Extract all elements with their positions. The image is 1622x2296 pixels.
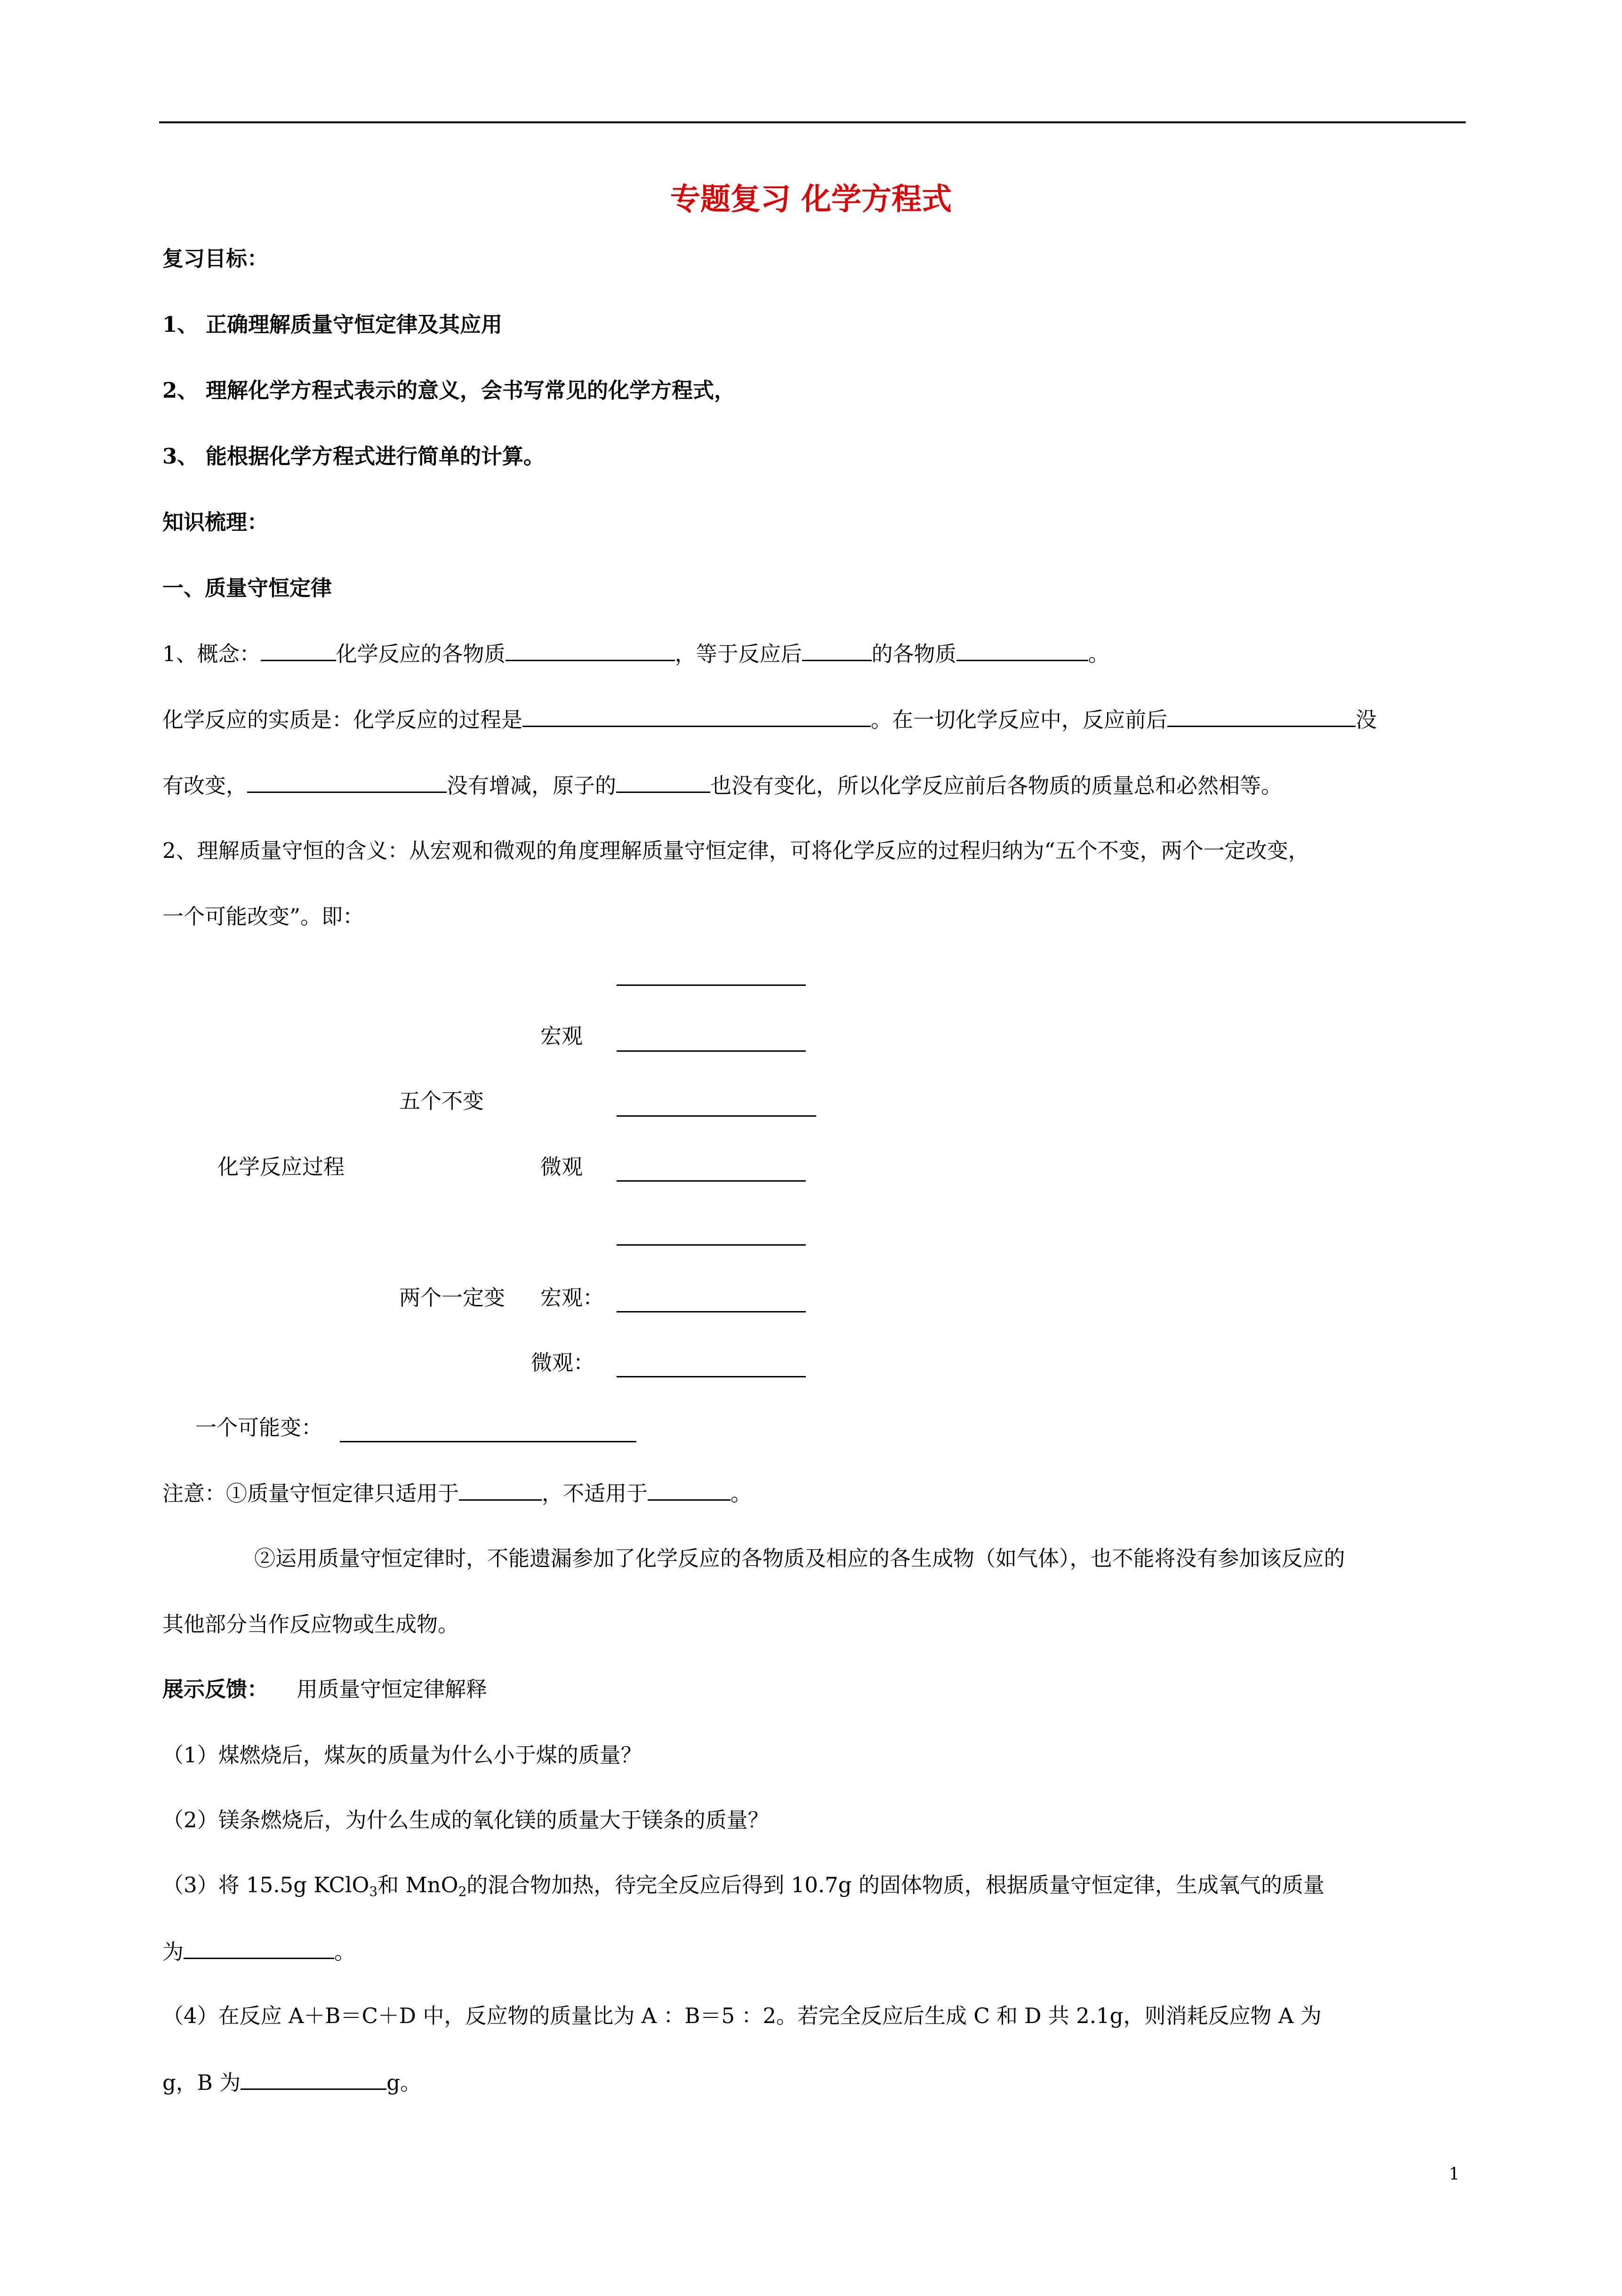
blank [802,639,872,661]
note-text-2: ，不适用于 [542,1481,648,1506]
essence-text-3: 没 [1356,707,1377,732]
goal-item-3: 3、 能根据化学方程式进行简单的计算。 [162,444,545,469]
question-4-line-2 [162,2068,421,2097]
essence-text-4: 有改变， [162,773,248,798]
blank [247,771,447,793]
concept-text-2: 化学反应的各物质 [336,641,506,666]
blank [617,1244,806,1246]
goal-item-2: 2、 理解化学方程式表示的意义，会书写常见的化学方程式， [162,378,735,403]
q3-subscript-1: 3 [369,1884,378,1899]
diagram-root: 化学反应过程 [217,1154,345,1179]
blank [617,1050,806,1052]
q3-text-c: 的混合物加热，待完全反应后得到 10.7g 的固体物质，根据质量守恒定律，生成氧气的质量 [466,1872,1325,1897]
diagram-two-change: 两个一定变 [399,1285,506,1310]
blank [459,1479,542,1501]
q3-text-b: 和 MnO [377,1872,458,1897]
blank [956,639,1088,661]
essence-text-1: 化学反应的实质是：化学反应的过程是 [162,707,523,732]
q3-text-e: 。 [334,1939,356,1964]
goal-item-1: 1、 正确理解质量守恒定律及其应用 [162,312,502,337]
concept-text-5: 。 [1088,641,1109,666]
page-title: 专题复习 化学方程式 [670,182,952,217]
essence-text-2: 。在一切化学反应中，反应前后 [871,707,1168,732]
blank [522,705,871,727]
feedback-heading: 展示反馈： [162,1677,269,1702]
essence-text-6: 也没有变化，所以化学反应前后各物质的质量总和必然相等。 [710,773,1283,798]
feedback-subheading: 用质量守恒定律解释 [297,1677,488,1702]
note-text-3: 。 [731,1481,752,1506]
section1-heading: 一、质量守恒定律 [162,576,332,600]
concept-text-1: 1、概念： [162,641,261,666]
blank [617,1376,806,1377]
concept-text-4: 的各物质 [871,641,956,666]
question-3-line-2 [162,1937,355,1966]
diagram-micro: 微观 [540,1154,583,1179]
question-3-line-1 [162,1871,1325,1906]
essence-line-2 [162,771,1282,800]
essence-line-1 [162,705,1377,734]
feedback-heading-line [162,1675,487,1704]
blank [241,2068,386,2090]
q3-text-a: （3）将 15.5g KClO [162,1872,369,1897]
diagram-micro-colon: 微观： [531,1350,595,1375]
note-2-line-1: ②运用质量守恒定律时，不能遗漏参加了化学反应的各物质及相应的各生成物（如气体），也不能将没有参加该反应的 [254,1546,1345,1571]
diagram-one-maybe: 一个可能变： [195,1415,323,1440]
blank [184,1937,334,1959]
understanding-line-1: 2、理解质量守恒的含义：从宏观和微观的角度理解质量守恒定律，可将化学反应的过程归纳为“五个不变，两个一定改变， [162,838,1309,863]
blank [617,1311,806,1312]
question-2: （2）镁条燃烧后，为什么生成的氧化镁的质量大于镁条的质量？ [162,1808,769,1832]
understanding-line-2: 一个可能改变”。即： [162,904,364,929]
q4-text-a: g，B 为 [162,2070,241,2095]
blank [617,1115,816,1117]
note-text-1: 注意：①质量守恒定律只适用于 [162,1481,459,1506]
question-1: （1）煤燃烧后，煤灰的质量为什么小于煤的质量？ [162,1743,642,1768]
blank [617,984,806,986]
diagram-five-unchanged: 五个不变 [399,1088,484,1113]
note-2-line-2: 其他部分当作反应物或生成物。 [162,1612,459,1637]
diagram-macro-colon: 宏观： [540,1285,604,1310]
blank [340,1441,636,1442]
essence-text-5: 没有增减，原子的 [447,773,617,798]
q4-text-b: g。 [386,2070,421,2095]
knowledge-heading: 知识梳理： [162,510,269,535]
question-4-line-1: （4）在反应 A＋B＝C＋D 中，反应物的质量比为 A ：B＝5 ：2。若完全反应后生成 C 和 D 共 2.1g，则消耗反应物 A 为 [162,2003,1322,2028]
diagram-macro: 宏观 [540,1024,583,1048]
blank [506,639,675,661]
blank [616,771,710,793]
concept-text-3: ，等于反应后 [674,641,802,666]
goals-heading: 复习目标： [162,246,269,271]
concept-line [162,639,1109,668]
page-number: 1 [1449,2165,1460,2184]
q3-text-d: 为 [162,1939,184,1964]
blank [617,1180,806,1182]
blank [1167,705,1356,727]
q3-subscript-2: 2 [458,1884,467,1899]
note-1 [162,1479,752,1508]
header-rule [159,121,1466,123]
blank [261,639,336,661]
blank [648,1479,731,1501]
